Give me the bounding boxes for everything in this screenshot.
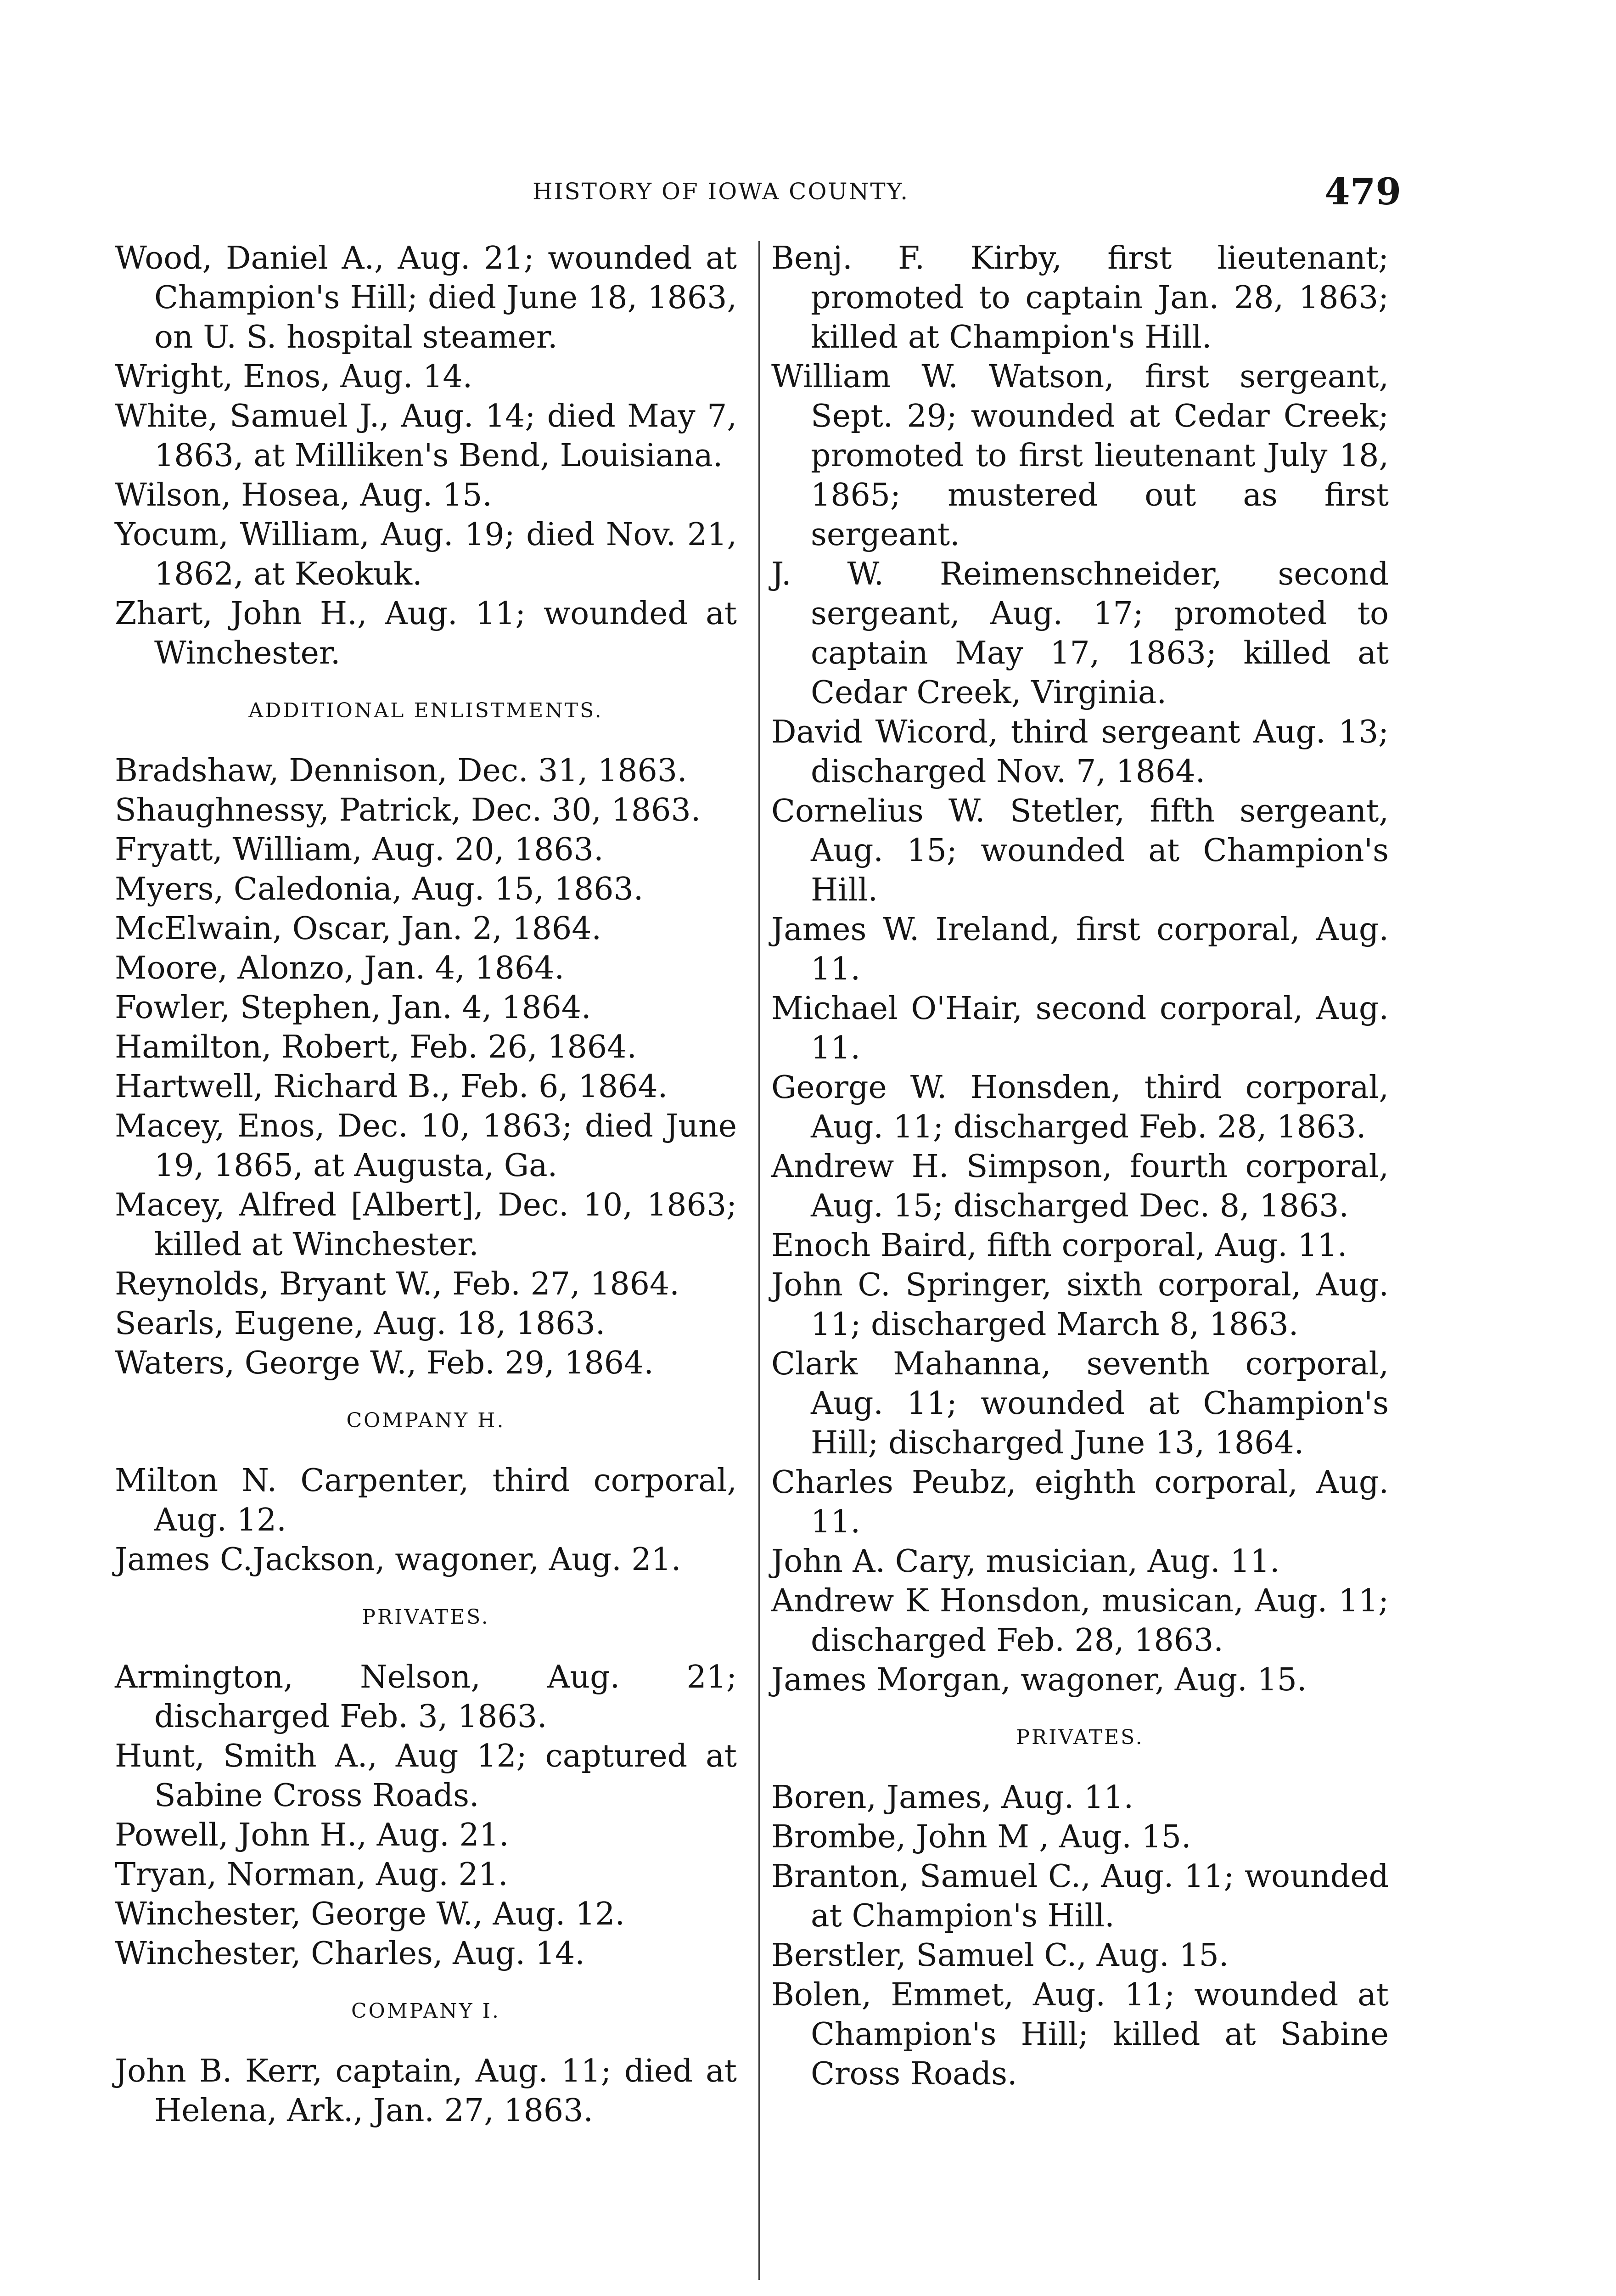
roster-entry: Shaughnessy, Patrick, Dec. 30, 1863. [115,792,701,828]
roster-entry: Winchester, George W., Aug. 12. [115,1896,625,1932]
roster-entry: Moore, Alonzo, Jan. 4, 1864. [115,950,565,986]
page-header [0,170,1616,220]
roster-entry: Hamilton, Robert, Feb. 26, 1864. [115,1029,637,1065]
section-heading: PRIVATES. [1016,1726,1144,1749]
roster-entry: Milton N. Carpenter, third corporal, Aug. 12. [115,1463,737,1538]
roster-entry: Bradshaw, Dennison, Dec. 31, 1863. [115,753,687,789]
section-heading: COMPANY H. [346,1409,505,1432]
roster-entry: William W. Watson, first sergeant, Sept. 29; wounded at Cedar Creek; promoted to first lieutenant July 18, 1865; mustered out as first sergeant. [771,359,1389,553]
roster-entry: John B. Kerr, captain, Aug. 11; died at Helena, Ark., Jan. 27, 1863. [115,2053,737,2129]
roster-entry: James C.Jackson, wagoner, Aug. 21. [115,1542,681,1578]
left-column [115,239,737,2131]
roster-entry: Enoch Baird, fifth corporal, Aug. 11. [771,1227,1347,1264]
section-heading: ADDITIONAL ENLISTMENTS. [248,699,603,722]
roster-entry: George W. Honsden, third corporal, Aug. 11; discharged Feb. 28, 1863. [771,1069,1389,1145]
roster-entry: Charles Peubz, eighth corporal, Aug. 11. [771,1464,1389,1540]
roster-entry: Winchester, Charles, Aug. 14. [115,1936,585,1972]
roster-entry: Waters, George W., Feb. 29, 1864. [115,1345,654,1381]
roster-entry: James Morgan, wagoner, Aug. 15. [771,1662,1307,1698]
roster-entry: James W. Ireland, first corporal, Aug. 11. [771,912,1389,987]
roster-entry: Myers, Caledonia, Aug. 15, 1863. [115,871,644,907]
right-column [771,239,1389,2094]
roster-entry: Andrew H. Simpson, fourth corporal, Aug. 15; discharged Dec. 8, 1863. [771,1148,1389,1224]
roster-entry: Boren, James, Aug. 11. [771,1779,1134,1816]
column-divider [758,241,760,2280]
roster-entry: Yocum, William, Aug. 19; died Nov. 21, 1862, at Keokuk. [115,517,737,592]
roster-entry: Searls, Eugene, Aug. 18, 1863. [115,1306,606,1342]
roster-entry: Macey, Enos, Dec. 10, 1863; died June 19, 1865, at Augusta, Ga. [115,1108,737,1184]
running-head: HISTORY OF IOWA COUNTY. [533,178,909,205]
roster-entry: John A. Cary, musician, Aug. 11. [771,1543,1280,1580]
roster-entry: Branton, Samuel C., Aug. 11; wounded at Champion's Hill. [771,1858,1389,1934]
roster-entry: Michael O'Hair, second corporal, Aug. 11. [771,990,1389,1066]
roster-entry: Zhart, John H., Aug. 11; wounded at Winchester. [115,596,737,671]
roster-entry: Fowler, Stephen, Jan. 4, 1864. [115,990,591,1026]
roster-entry: White, Samuel J., Aug. 14; died May 7, 1863, at Milliken's Bend, Louisiana. [115,398,737,474]
roster-entry: Cornelius W. Stetler, fifth sergeant, Aug. 15; wounded at Champion's Hill. [771,793,1389,908]
roster-entry: Reynolds, Bryant W., Feb. 27, 1864. [115,1266,679,1302]
roster-entry: McElwain, Oscar, Jan. 2, 1864. [115,911,602,947]
section-heading: COMPANY I. [351,1999,501,2023]
roster-entry: Armington, Nelson, Aug. 21; discharged Feb. 3, 1863. [115,1659,737,1735]
roster-entry: Benj. F. Kirby, first lieutenant; promoted to captain Jan. 28, 1863; killed at Champion's Hill. [771,240,1389,355]
roster-entry: Hartwell, Richard B., Feb. 6, 1864. [115,1069,668,1105]
page-number: 479 [1324,170,1401,213]
roster-entry: Hunt, Smith A., Aug 12; captured at Sabine Cross Roads. [115,1738,737,1814]
roster-entry: Andrew K Honsdon, musican, Aug. 11; discharged Feb. 28, 1863. [771,1583,1389,1659]
roster-entry: Brombe, John M , Aug. 15. [771,1819,1191,1855]
roster-entry: Berstler, Samuel C., Aug. 15. [771,1937,1229,1974]
roster-entry: Wood, Daniel A., Aug. 21; wounded at Champion's Hill; died June 18, 1863, on U. S. hospital steamer. [115,240,737,355]
roster-entry: John C. Springer, sixth corporal, Aug. 11; discharged March 8, 1863. [771,1267,1389,1343]
section-heading: PRIVATES. [362,1605,490,1629]
roster-entry: Wright, Enos, Aug. 14. [115,359,473,395]
roster-entry: Fryatt, William, Aug. 20, 1863. [115,832,604,868]
roster-entry: Wilson, Hosea, Aug. 15. [115,477,493,513]
roster-entry: David Wicord, third sergeant Aug. 13; discharged Nov. 7, 1864. [771,714,1389,790]
roster-entry: J. W. Reimenschneider, second sergeant, Aug. 17; promoted to captain May 17, 1863; killed at Cedar Creek, Virginia. [771,556,1389,711]
roster-entry: Clark Mahanna, seventh corporal, Aug. 11; wounded at Champion's Hill; discharged June 13, 1864. [771,1346,1389,1461]
roster-entry: Tryan, Norman, Aug. 21. [115,1857,508,1893]
roster-entry: Bolen, Emmet, Aug. 11; wounded at Champion's Hill; killed at Sabine Cross Roads. [771,1977,1389,2092]
roster-entry: Powell, John H., Aug. 21. [115,1817,509,1853]
roster-entry: Macey, Alfred [Albert], Dec. 10, 1863; killed at Winchester. [115,1187,737,1263]
